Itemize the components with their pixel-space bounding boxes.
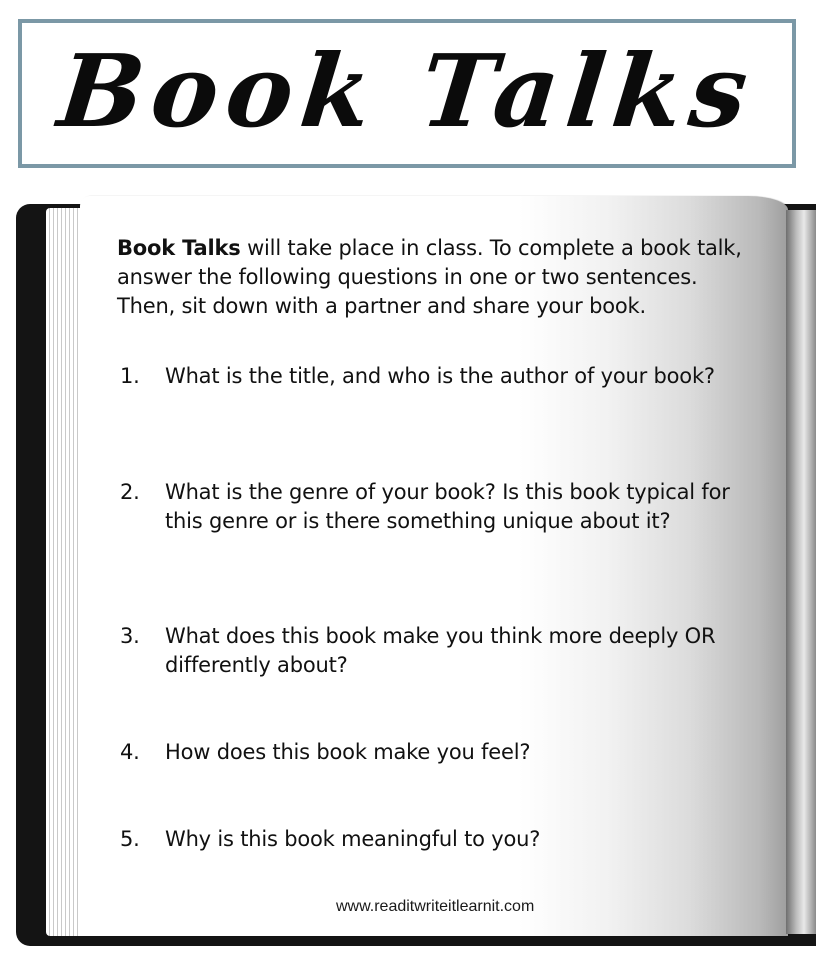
question-text: Why is this book meaningful to you? [165, 827, 541, 851]
question-number: 1. [120, 364, 140, 388]
intro-text: will take place in class. To complete a book talk, answer the following questions in one or two sentences. Then, sit down with a partner and share your book. [117, 236, 742, 318]
question-number: 3. [120, 624, 140, 648]
intro-bold-lead: Book Talks [117, 236, 241, 260]
page-title: Book Talks [53, 32, 761, 150]
question-number: 5. [120, 827, 140, 851]
title-banner [18, 19, 796, 168]
question-text: What does this book make you think more deeply OR differently about? [165, 624, 716, 677]
website-url: www.readitwriteitlearnit.com [336, 898, 535, 915]
book-right-edge [786, 210, 816, 934]
intro-paragraph [117, 234, 747, 321]
question-text: How does this book make you feel? [165, 740, 531, 764]
question-text: What is the genre of your book? Is this book typical for this genre or is there something unique about it? [165, 480, 730, 533]
question-number: 4. [120, 740, 140, 764]
question-number: 2. [120, 480, 140, 504]
question-text: What is the title, and who is the author of your book? [165, 364, 715, 388]
page-content [117, 234, 747, 851]
